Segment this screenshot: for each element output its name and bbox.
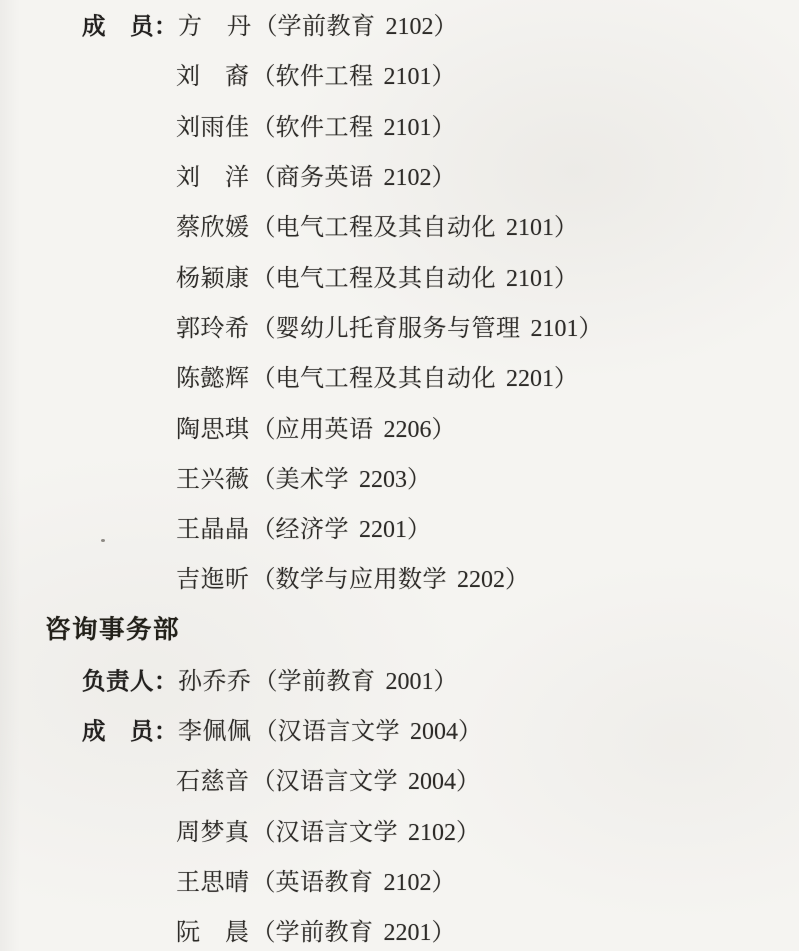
member-row [0,153,799,203]
member-name: 杨颖康 [176,265,250,292]
paren-open: （ [251,869,276,896]
member-row [0,707,799,757]
member-major: 汉语言文学 [275,819,398,846]
member-class-no: 2201 [383,920,432,947]
member-name: 孙乔乔 [178,668,252,695]
paren-open: （ [251,265,276,292]
member-row [0,505,799,555]
paren-open: （ [251,819,276,846]
paren-close: ） [407,517,431,544]
member-class-no: 2004 [410,719,458,745]
member-row [0,455,799,505]
member-class-no: 2001 [385,668,434,695]
paren-close: ） [456,819,480,846]
member-name: 王思晴 [176,869,250,896]
paren-close: ） [431,869,456,896]
member-major: 软件工程 [275,64,374,91]
member-major: 汉语言文学 [275,769,398,796]
member-row [0,807,799,857]
member-major: 软件工程 [275,114,374,141]
member-class-no: 2202 [457,567,505,594]
paren-close: ） [554,366,578,393]
member-name: 阮 晨 [176,920,250,947]
member-class-no: 2102 [383,165,432,192]
member-class-no: 2101 [506,265,554,292]
member-name: 郭玲希 [176,315,250,342]
paren-open: （ [251,315,276,342]
member-row [0,203,799,253]
member-class-no: 2102 [383,869,432,896]
paren-close: ） [431,64,456,91]
paren-open: （ [253,14,278,41]
member-name: 陈懿辉 [176,366,250,393]
member-row [0,253,799,303]
member-row [0,103,799,153]
member-row [0,757,799,807]
paren-close: ） [458,719,482,745]
member-class-no: 2101 [383,114,432,141]
member-row [0,304,799,354]
member-row [0,354,799,404]
paren-close: ） [431,416,456,443]
member-name: 王兴薇 [176,466,250,493]
member-name: 王晶晶 [176,517,250,544]
member-row [0,555,799,605]
scan-artifact-dot [101,539,105,542]
paren-open: （ [251,114,276,141]
member-row [0,404,799,454]
member-major: 学前教育 [275,920,374,947]
paren-close: ） [554,265,578,292]
member-major: 电气工程及其自动化 [275,215,496,242]
paren-close: ） [407,466,431,493]
member-major: 数学与应用数学 [275,567,447,594]
paren-open: （ [251,567,276,594]
paren-open: （ [251,416,276,443]
member-class-no: 2206 [383,416,432,443]
member-class-no: 2101 [506,215,554,242]
paren-close: ） [433,668,458,695]
paren-close: ） [431,114,456,141]
member-major: 英语教育 [275,869,374,896]
member-name: 李佩佩 [178,719,252,745]
member-row [0,908,799,951]
paren-close: ） [554,215,578,242]
paren-open: （ [251,769,276,796]
member-name: 刘雨佳 [176,114,250,141]
paren-open: （ [253,668,278,695]
paren-close: ） [431,165,456,192]
row-label: 成 员： [82,718,178,745]
paren-open: （ [251,215,276,242]
member-name: 吉迤昕 [176,567,250,594]
member-class-no: 2102 [408,819,456,846]
member-name: 刘 洋 [176,165,250,192]
member-major: 经济学 [275,517,349,544]
paren-close: ） [431,920,456,947]
paren-open: （ [251,64,276,91]
row-label: 负责人： [82,667,178,694]
member-major: 美术学 [275,466,349,493]
member-class-no: 2203 [359,466,407,493]
paren-open: （ [251,920,276,947]
department-heading: 咨询事务部 [45,615,181,644]
member-name: 蔡欣媛 [176,215,250,242]
paren-close: ） [456,769,480,796]
member-major: 应用英语 [275,416,374,443]
paren-open: （ [251,517,276,544]
paren-open: （ [251,366,276,393]
member-class-no: 2201 [506,366,554,393]
member-class-no: 2201 [359,517,407,544]
member-major: 电气工程及其自动化 [275,366,496,393]
member-major: 婴幼儿托育服务与管理 [275,315,521,342]
member-major: 学前教育 [277,668,376,695]
paren-open: （ [251,165,276,192]
paren-open: （ [253,719,278,745]
member-name: 刘 裔 [176,64,250,91]
member-row [0,858,799,908]
paren-close: ） [505,567,529,594]
member-row [0,2,799,52]
member-row [0,657,799,707]
paren-open: （ [251,466,276,493]
member-major: 学前教育 [277,14,376,41]
member-class-no: 2101 [383,64,432,91]
member-major: 汉语言文学 [277,719,400,745]
row-label: 成 员： [82,13,178,40]
member-row [0,52,799,102]
member-name: 石慈音 [176,769,250,796]
department-members-section [0,655,799,951]
member-class-no: 2004 [408,769,456,796]
member-name: 陶思琪 [176,416,250,443]
member-class-no: 2101 [530,315,579,342]
paren-close: ） [433,14,458,41]
paren-close: ） [578,315,603,342]
member-major: 电气工程及其自动化 [275,265,496,292]
member-name: 方 丹 [178,14,252,41]
member-name: 周梦真 [176,819,250,846]
member-major: 商务英语 [275,165,374,192]
member-class-no: 2102 [385,14,434,41]
